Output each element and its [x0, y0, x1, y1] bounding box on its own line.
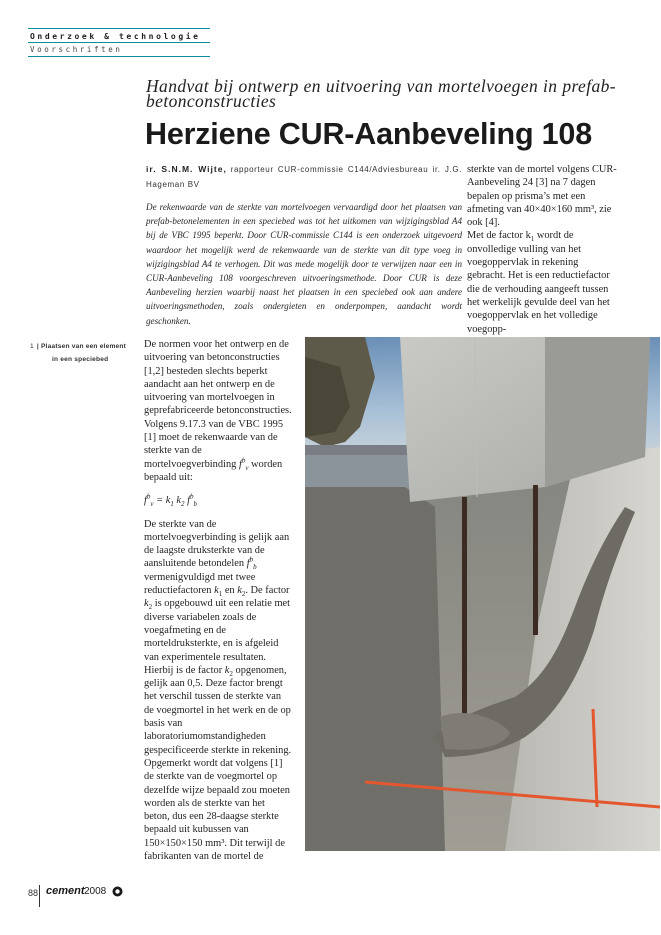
magazine-name: cement [46, 885, 85, 897]
author-line [146, 163, 462, 192]
magazine-year: 2008 [84, 886, 107, 897]
page-number: 88 [28, 888, 39, 898]
magazine-logo-icon [112, 886, 123, 897]
body-column-middle [144, 338, 292, 863]
paragraph: Met de factor $k_1$ wordt de onvolledige vulling van het voegoppervlak in rekening gebracht. Het is een reductiefactor die de verhouding aangeeft tussen het werkelijk gevulde deel van het voegoppervlak en het volledige voegopp- [467, 230, 610, 335]
paragraph: De normen voor het ontwerp en de uitvoering van betonconstructies [1,2] besteden slechts beperkt aandacht aan het ontwerp en de uitvoering van mortelvoegen in geprefabriceerde betonconstructies. [144, 339, 292, 417]
article-kicker: Handvat bij ontwerp en uitvoering van mortelvoegen in prefab-betonconstructies [146, 76, 616, 111]
header-rule-top [28, 28, 210, 29]
caption-line-2: in een speciebed [52, 356, 109, 363]
section-category: Onderzoek & technologie [30, 32, 201, 41]
figure-number: 1 [30, 343, 34, 350]
paragraph: sterkte van de mortel volgens CUR-Aanbeveling 24 [3] na 7 dagen bepalen op prisma’s met een afmeting van 40×40×160 mm³, zie ook [4]. [467, 164, 617, 229]
figure-caption: 1 | Plaatsen van een element in een speciebed [30, 340, 134, 366]
formula: $f^b_v = k_1$ $k_2$ $f^b_b$ [144, 492, 198, 509]
photo-steel-rod [462, 497, 467, 717]
figure-photo [305, 337, 660, 851]
body-column-right [467, 163, 617, 336]
photo-steel-rod [533, 485, 538, 635]
footer-divider [39, 885, 40, 907]
header-rule-middle [28, 42, 210, 43]
author-affiliation: rapporteur CUR-commissie C144/Adviesbureau ir. J.G. Hageman BV [146, 165, 462, 189]
caption-line-1: Plaatsen van een element [40, 343, 127, 350]
paragraph: De sterkte van de mortelvoegverbinding is gelijk aan de laagste druksterkte van de aansluitende betondelen $f^b_b$ vermenigvuldigd met twee reductiefactoren $k_1$ en $k_2$. De factor $k_2$ is opgebouwd uit een relatie met diverse variabelen zoals de voegafmeting en de morteldruksterkte, en is afgeleid van experimentele resultaten. Hierbij is de factor $k_2$ opgenomen, gelijk aan 0,5. Deze factor brengt het verschil tussen de sterkte van de voegmortel in het werk en de op basis van laboratoriumomstandigheden gespecificeerde sterkte in rekening. Opgemerkt wordt dat volgens [1] de sterkte van de voegmortel op dezelfde wijze bepaald zou moeten worden als de sterkte van het beton, dus een 28-daagse sterkte bepaald uit kubussen van 150×150×150 mm³. Dit terwijl de fabrikanten van de mortel de [144, 518, 292, 862]
paragraph: Volgens 9.17.3 van de VBC 1995 [1] moet de rekenwaarde van de sterkte van de mortelvoegverbinding $f^b_v$ worden bepaald uit: [144, 418, 284, 483]
section-subcategory: Voorschriften [30, 45, 123, 54]
article-intro: De rekenwaarde van de sterkte van mortelvoegen vervaardigd door het plaatsen van prefab-betonelementen in een speciebed was tot het uitkomen van wijzigingsblad A4 bij de VBC 1995 beperkt. Door CUR-commissie C144 is een onderzoek uitgevoerd waardoor het mogelijk werd de rekenwaarde van de sterkte van dit type voeg in wijzigingsblad A4 te verhogen. Dit was mede mogelijk door te verwijzen naar een in CUR-Aanbeveling 108 voorgeschreven uitvoeringsmethode. Door CUR is deze Aanbeveling herzien waarbij naast het plaatsen in een speciebed ook aan andere uitvoeringsmethoden, zoals ondergieten en onderpompen, aandacht wordt geschonken. [146, 202, 462, 326]
author-name: ir. S.N.M. Wijte, [146, 164, 227, 174]
photo-soil [305, 487, 445, 851]
article-title: Herziene CUR-Aanbeveling 108 [145, 117, 592, 151]
header-rule-bottom [28, 56, 210, 57]
